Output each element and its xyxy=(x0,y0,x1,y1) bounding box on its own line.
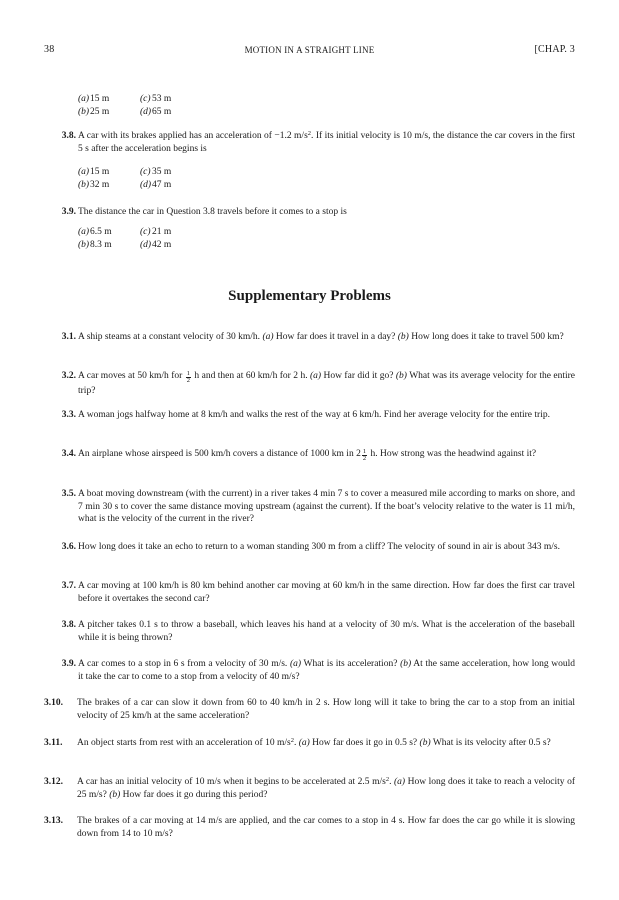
question-number: 3.9. xyxy=(61,207,76,217)
problem-number: 3.1. xyxy=(61,332,76,342)
option-a: 15 m xyxy=(90,94,110,104)
mcq-3-8 xyxy=(44,130,575,155)
question-text: The distance the car in Question 3.8 travels before it comes to a stop is xyxy=(78,207,347,217)
problem-text: How long does it take an echo to return to a woman standing 300 m from a cliff? The velocity of sound in air is about 343 m/s. xyxy=(78,542,560,552)
option-c: 21 m xyxy=(152,227,172,237)
problem-3-1 xyxy=(44,331,575,344)
carry-options xyxy=(78,93,171,118)
problem-text: A boat moving downstream (with the current) in a river takes 4 min 7 s to cover a measured mile according to marks on shore, and 7 min 30 s to cover the same distance moving upstream (against the current). If the boat’s velocity relative to the water is 11 mi/h, what is the velocity of the current in the river? xyxy=(78,489,575,524)
option-c: 53 m xyxy=(152,94,172,104)
problem-number: 3.13. xyxy=(44,816,63,826)
section-title: Supplementary Problems xyxy=(228,288,391,304)
problem-3-7 xyxy=(44,580,575,605)
option-row: (b)32 m (d)47 m xyxy=(78,179,172,190)
fraction: $\frac{1}{2}$ xyxy=(186,369,190,384)
question-text: A car with its brakes applied has an acceleration of −1.2 $m/s^2$. If its initial velocity is 10 m/s, the distance the car covers in the first 5 s after the acceleration begins is xyxy=(78,130,576,154)
problem-text: The brakes of a car can slow it down from 60 to 40 km/h in 2 s. How long will it take to bring the car to a stop from an initial velocity of 25 km/h at the same acceleration? xyxy=(77,698,575,721)
problem-3-2 xyxy=(44,370,575,397)
page-header xyxy=(44,44,575,58)
option-a: 6.5 m xyxy=(90,227,112,237)
problem-3-11 xyxy=(44,737,575,750)
problem-text: An airplane whose airspeed is 500 km/h covers a distance of 1000 km in 2 $\frac{1}{2}$ h. How strong was the headwind against it? xyxy=(78,447,537,462)
problem-number: 3.4. xyxy=(61,449,76,459)
option-d: 47 m xyxy=(152,179,172,190)
problem-text: An object starts from rest with an acceleration of 10 $m/s^2$. (a) How far does it go in 0.5 s? (b) What is its velocity after 0.5 s? xyxy=(77,737,551,748)
mcq-3-8-options xyxy=(78,166,171,191)
option-a: 15 m xyxy=(90,167,110,177)
option-b: 8.3 m xyxy=(90,239,112,250)
problem-text: A car comes to a stop in 6 s from a velocity of 30 m/s. (a) What is its acceleration? (b) At the same acceleration, how long would it take the car to come to a stop from a velocity of 40 m/s? xyxy=(78,659,576,682)
problem-text: A pitcher takes 0.1 s to throw a baseball, which leaves his hand at a velocity of 30 m/s. What is the acceleration of the baseball while it is being thrown? xyxy=(78,620,575,643)
problem-number: 3.7. xyxy=(61,581,76,591)
problem-text: The brakes of a car moving at 14 m/s are applied, and the car comes to a stop in 4 s. How far does the car go while it is slowing down from 14 to 10 m/s? xyxy=(77,816,575,839)
question-number: 3.8. xyxy=(61,131,76,141)
page-number: 38 xyxy=(44,44,55,55)
option-d: 42 m xyxy=(152,239,172,250)
problem-text: A car moves at 50 km/h for $\frac{1}{2}$ h and then at 60 km/h for 2 h. (a) How far did it go? (b) What was its average velocity for the entire trip? xyxy=(78,369,576,396)
option-row: (a)15 m (c)35 m xyxy=(78,167,172,177)
fraction: $\frac{1}{2}$ xyxy=(362,447,367,462)
problem-number: 3.11. xyxy=(44,738,63,748)
problem-number: 3.10. xyxy=(44,698,63,708)
problem-number: 3.2. xyxy=(61,371,76,381)
problem-3-9 xyxy=(44,658,575,683)
option-b: 32 m xyxy=(90,179,110,190)
option-row: (b)8.3 m (d)42 m xyxy=(78,239,172,250)
problem-text: A woman jogs halfway home at 8 km/h and walks the rest of the way at 6 km/h. Find her average velocity for the entire trip. xyxy=(78,410,550,420)
mcq-3-9-options xyxy=(78,226,171,251)
problem-number: 3.5. xyxy=(61,489,76,499)
chapter-label: [CHAP. 3 xyxy=(534,44,575,55)
problem-3-12 xyxy=(44,776,575,801)
option-row: (b)25 m (d)65 m xyxy=(78,106,172,117)
problem-text: A car has an initial velocity of 10 m/s when it begins to be accelerated at 2.5 $m/s^2$. (a) How long does it take to reach a velocity of 25 m/s? (b) How far does it go during this period? xyxy=(77,776,576,800)
problem-3-8 xyxy=(44,619,575,644)
problem-3-3 xyxy=(44,409,575,422)
option-b: 25 m xyxy=(90,106,110,117)
problem-3-13 xyxy=(44,815,575,840)
problem-3-5 xyxy=(44,488,575,526)
running-title: MOTION IN A STRAIGHT LINE xyxy=(244,45,375,55)
mcq-3-9 xyxy=(44,206,575,219)
problem-number: 3.12. xyxy=(44,777,63,787)
problem-number: 3.9. xyxy=(61,659,76,669)
problem-3-10 xyxy=(44,697,575,722)
option-c: 35 m xyxy=(152,167,172,177)
problem-text: A ship steams at a constant velocity of 30 km/h. (a) How far does it travel in a day? (b) How long does it take to travel 500 km? xyxy=(78,332,564,342)
problem-number: 3.3. xyxy=(61,410,76,420)
option-row: (a)6.5 m (c)21 m xyxy=(78,227,172,237)
problem-text: A car moving at 100 km/h is 80 km behind another car moving at 60 km/h in the same direction. How far does the first car travel before it overtakes the second car? xyxy=(78,581,575,604)
option-d: 65 m xyxy=(152,106,172,117)
option-row: (a)15 m (c)53 m xyxy=(78,94,172,104)
problem-3-6 xyxy=(44,541,575,554)
problem-number: 3.8. xyxy=(61,620,76,630)
problem-3-4 xyxy=(44,448,575,463)
problem-number: 3.6. xyxy=(61,542,76,552)
